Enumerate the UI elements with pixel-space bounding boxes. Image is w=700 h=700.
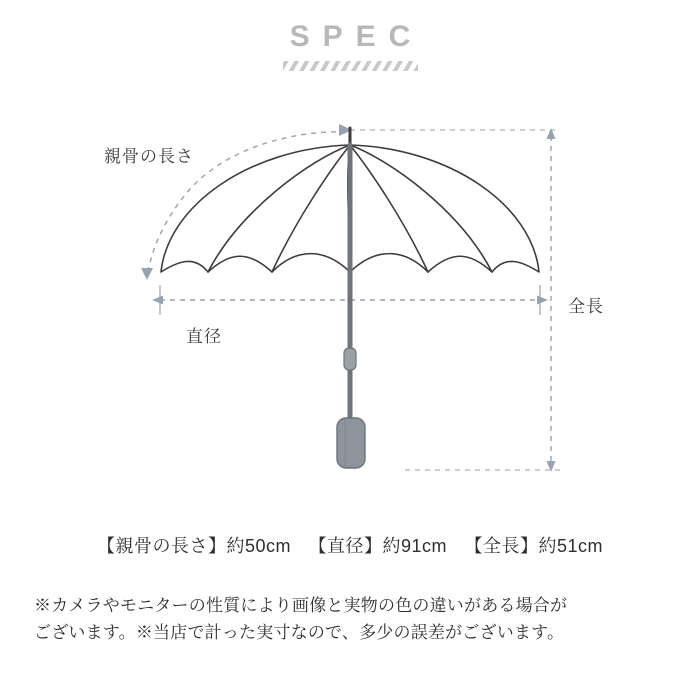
note-line-2: ございます。※当店で計った実寸なので、多少の誤差がございます。 [34, 623, 565, 643]
title-underline-hatch [283, 61, 418, 71]
note-line-1: ※カメラやモニターの性質により画像と実物の色の違いがある場合が [34, 596, 568, 615]
page-title-block [0, 22, 700, 71]
umbrella-spec-diagram [0, 100, 700, 500]
spec-total-length: 【全長】約51cm [464, 536, 604, 556]
label-total-length: 全長 [568, 297, 604, 316]
label-rib-length: 親骨の長さ [104, 147, 194, 166]
spec-rib-length: 【親骨の長さ】約50cm [96, 536, 291, 556]
spec-summary [0, 532, 700, 558]
disclaimer-notes [34, 592, 674, 646]
spec-diameter: 【直径】約91cm [308, 536, 447, 556]
umbrella-handle [337, 418, 365, 468]
page-title: SPEC [289, 20, 424, 53]
label-diameter: 直径 [186, 327, 222, 346]
